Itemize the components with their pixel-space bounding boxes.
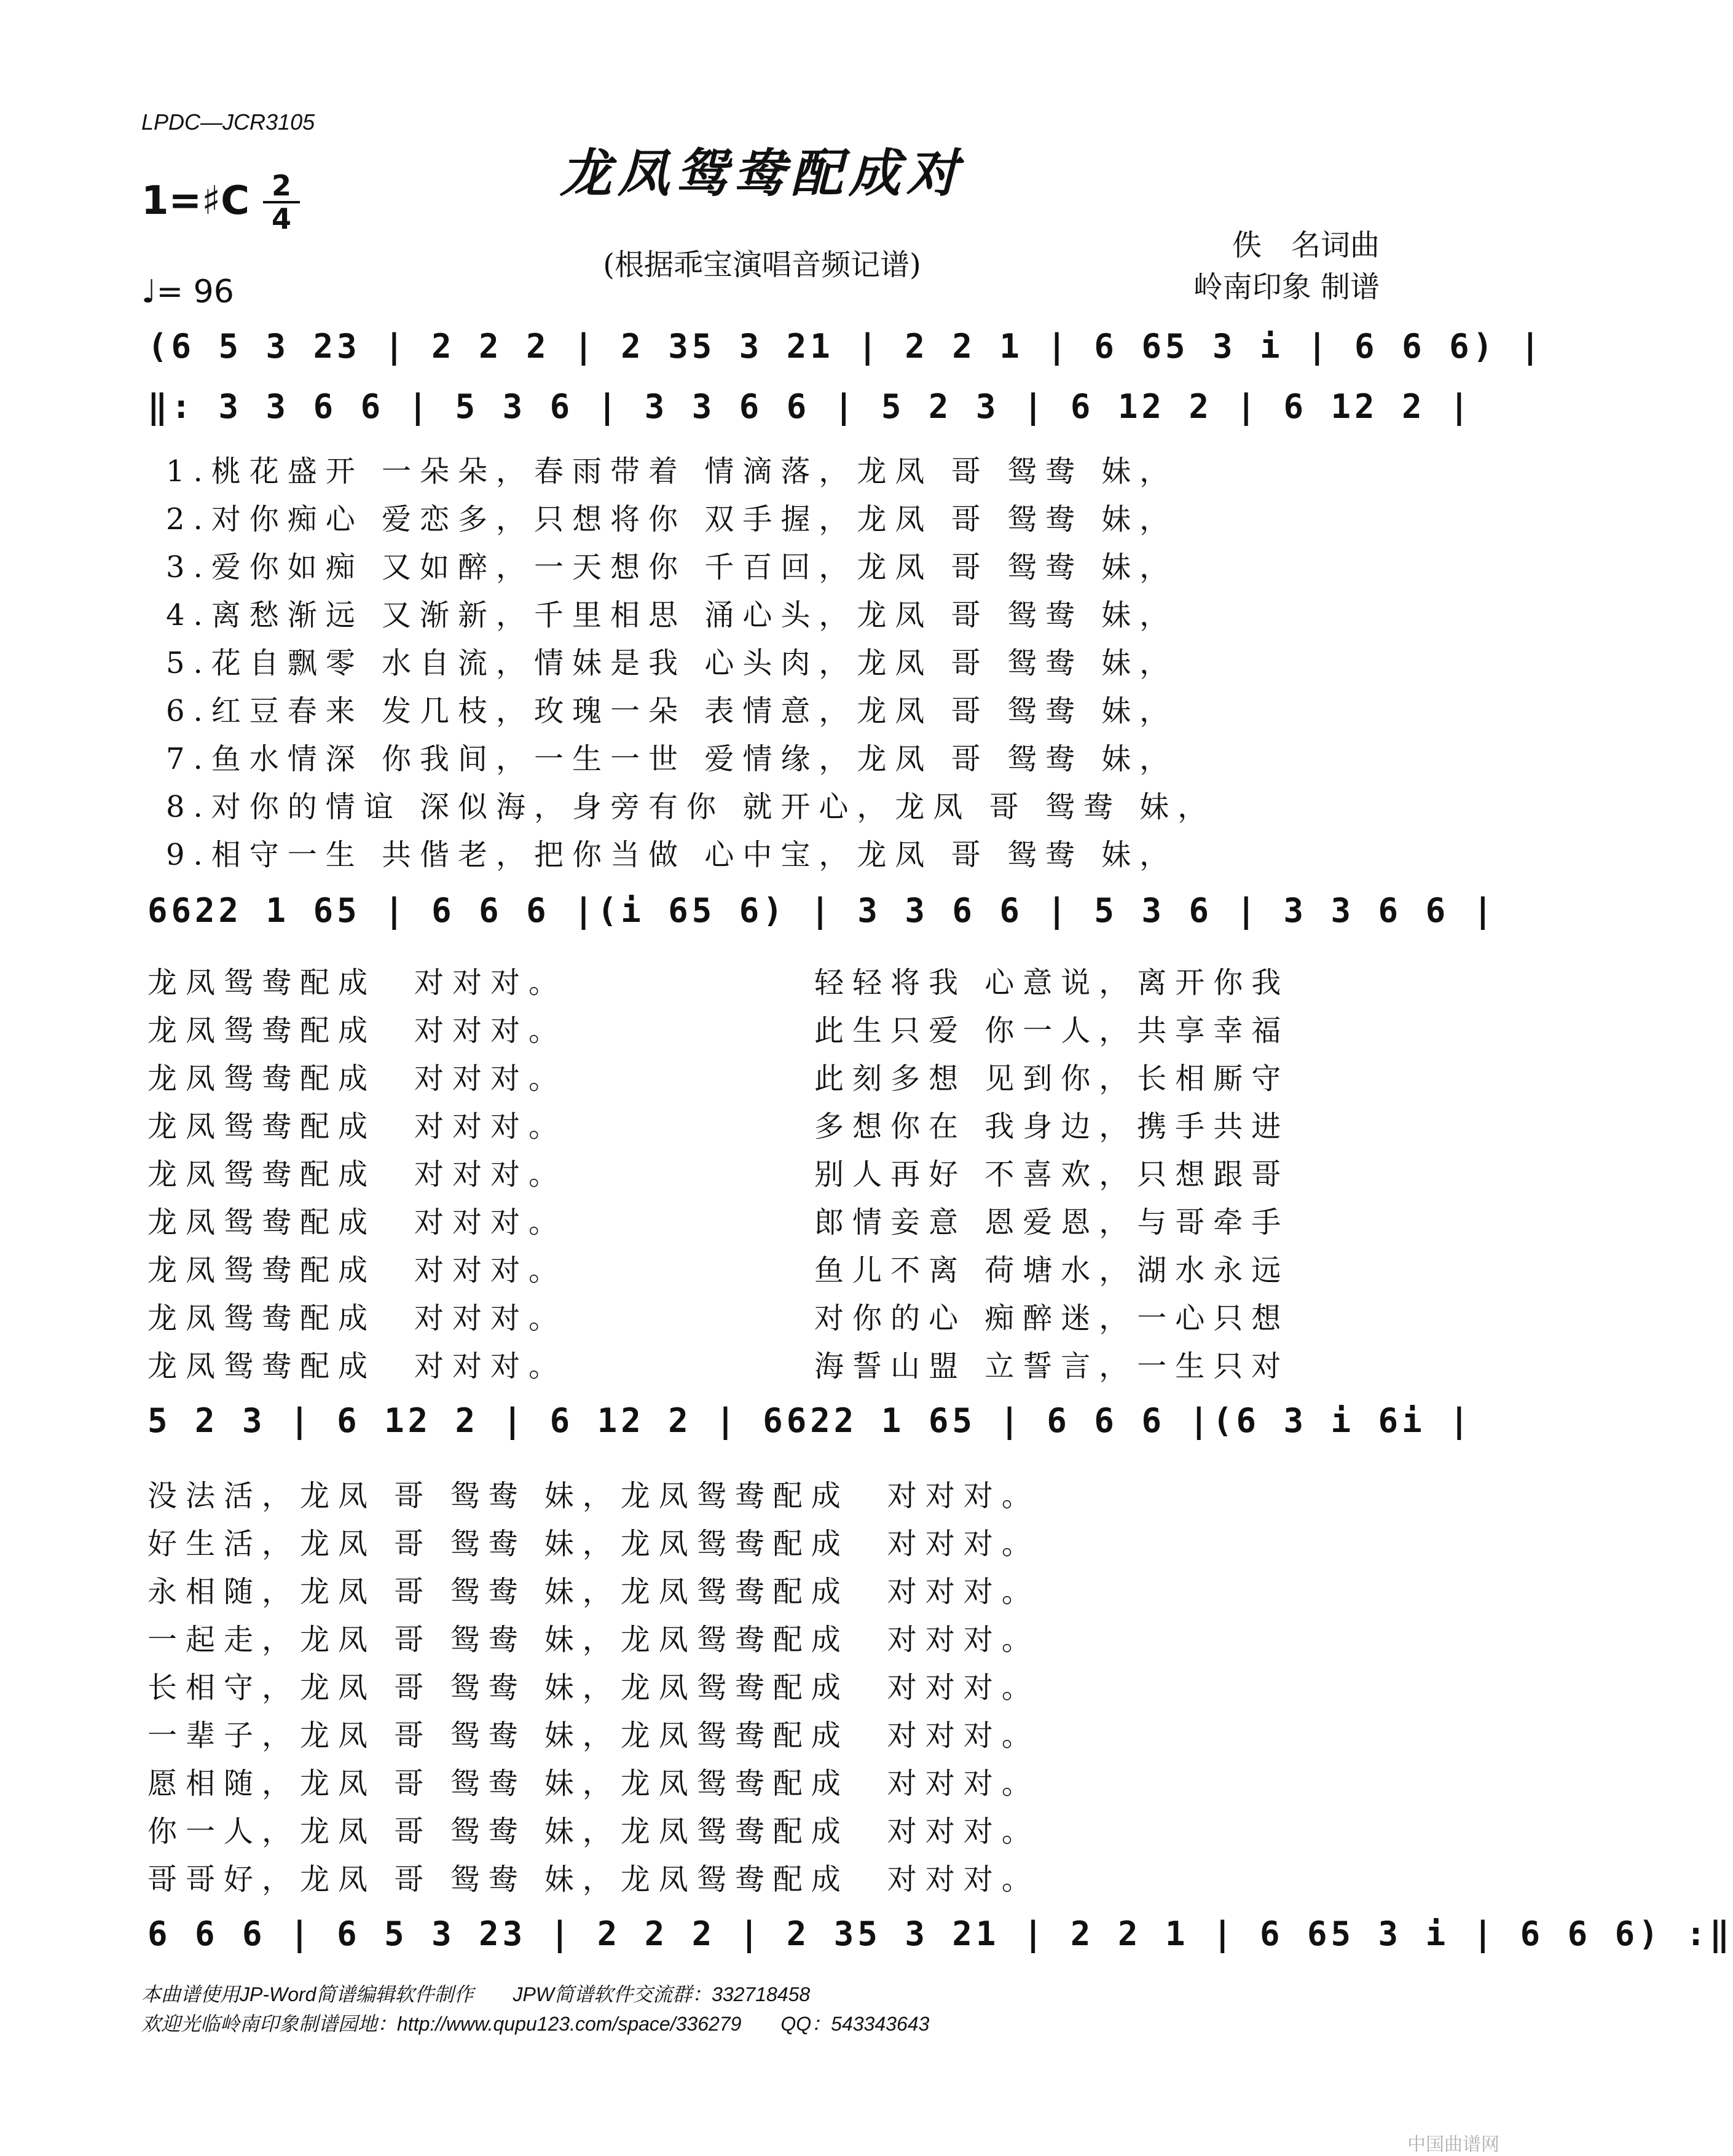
chorus-lyric-left: 龙凤鸳鸯配成 对对对。	[147, 1157, 567, 1192]
ending-lyric-line: 没法活，龙凤 哥 鸳鸯 妹，龙凤鸳鸯配成 对对对。	[147, 1479, 1040, 1513]
ending-lyric-line: 愿相随，龙凤 哥 鸳鸯 妹，龙凤鸳鸯配成 对对对。	[147, 1766, 1040, 1801]
ending-lyric-line: 长相守，龙凤 哥 鸳鸯 妹，龙凤鸳鸯配成 对对对。	[147, 1670, 1040, 1705]
verse-lyric-line: 5.花自飘零 水自流，情妹是我 心头肉，龙凤 哥 鸳鸯 妹，	[166, 646, 1178, 680]
chorus-lyric-right: 此生只爱 你一人，共享幸福	[814, 1013, 1290, 1048]
ending-lyric-line: 永相随，龙凤 哥 鸳鸯 妹，龙凤鸳鸯配成 对对对。	[147, 1575, 1040, 1609]
chorus-lyric-left: 龙凤鸳鸯配成 对对对。	[147, 1349, 567, 1383]
verse-lyric-line: 8.对你的情谊 深似海，身旁有你 就开心，龙凤 哥 鸳鸯 妹，	[166, 790, 1216, 824]
ending-lyric-line: 一辈子，龙凤 哥 鸳鸯 妹，龙凤鸳鸯配成 对对对。	[147, 1718, 1040, 1753]
chorus-lyric-left: 龙凤鸳鸯配成 对对对。	[147, 1301, 567, 1336]
verse-lyric-line: 7.鱼水情深 你我间，一生一世 爱情缘，龙凤 哥 鸳鸯 妹，	[166, 742, 1178, 776]
key-signature: 1=♯C	[141, 178, 250, 224]
chorus-lyric-right: 郎情妾意 恩爱恩，与哥牵手	[814, 1205, 1290, 1240]
tempo-mark: ♩= 96	[141, 273, 234, 310]
time-signature	[263, 169, 300, 235]
composer: 佚 名词曲	[1232, 228, 1380, 262]
chorus-lyric-left: 龙凤鸳鸯配成 对对对。	[147, 1253, 567, 1288]
watermark: 中国曲谱网	[1407, 2134, 1499, 2155]
time-bottom: 4	[271, 202, 291, 235]
verse-notation: ‖: 3 3 6 6 | 5 3 6 | 3 3 6 6 | 5 2 3 | 6 12 2 | 6 12 2 |	[147, 387, 1473, 426]
chorus-lyric-right: 轻轻将我 心意说，离开你我	[814, 966, 1290, 1000]
ending-notation: 5 2 3 | 6 12 2 | 6 12 2 | 6622 1 65 | 6 6 6 |(6 3 i 6i |	[147, 1401, 1473, 1440]
chorus-lyric-right: 对你的心 痴醉迷，一心只想	[814, 1301, 1290, 1336]
verse-lyric-line: 4.离愁渐远 又渐新，千里相思 涌心头，龙凤 哥 鸳鸯 妹，	[166, 598, 1178, 632]
chorus-lyric-left: 龙凤鸳鸯配成 对对对。	[147, 966, 567, 1000]
ending-lyric-line: 哥哥好，龙凤 哥 鸳鸯 妹，龙凤鸳鸯配成 对对对。	[147, 1862, 1040, 1897]
ending-lyric-line: 好生活，龙凤 哥 鸳鸯 妹，龙凤鸳鸯配成 对对对。	[147, 1527, 1040, 1561]
chorus-lyric-left: 龙凤鸳鸯配成 对对对。	[147, 1205, 567, 1240]
footer-line-1: 本曲谱使用JP-Word简谱编辑软件制作 JPW简谱软件交流群：332718458	[141, 1983, 811, 2005]
chorus-lyric-right: 别人再好 不喜欢，只想跟哥	[814, 1157, 1290, 1192]
intro-notation: (6 5 3 23 | 2 2 2 | 2 35 3 21 | 2 2 1 | 6 65 3 i | 6 6 6) |	[147, 327, 1544, 366]
verse-lyric-line: 2.对你痴心 爱恋多，只想将你 双手握，龙凤 哥 鸳鸯 妹，	[166, 502, 1178, 537]
chorus-lyric-left: 龙凤鸳鸯配成 对对对。	[147, 1013, 567, 1048]
chorus-lyric-right: 海誓山盟 立誓言，一生只对	[814, 1349, 1290, 1383]
score-code: LPDC—JCR3105	[141, 109, 315, 135]
time-top: 2	[271, 169, 291, 202]
ending-lyric-line: 你一人，龙凤 哥 鸳鸯 妹，龙凤鸳鸯配成 对对对。	[147, 1814, 1040, 1849]
subtitle: (根据乖宝演唱音频记谱)	[603, 248, 921, 282]
outro-notation: 6 6 6 | 6 5 3 23 | 2 2 2 | 2 35 3 21 | 2 2 1 | 6 65 3 i | 6 6 6) :‖	[147, 1914, 1733, 1953]
arranger: 岭南印象 制谱	[1193, 270, 1380, 304]
verse-lyric-line: 3.爱你如痴 又如醉，一天想你 千百回，龙凤 哥 鸳鸯 妹，	[166, 550, 1178, 584]
chorus-notation: 6622 1 65 | 6 6 6 |(i 65 6) | 3 3 6 6 | 5 3 6 | 3 3 6 6 |	[147, 891, 1497, 930]
chorus-lyric-right: 鱼儿不离 荷塘水，湖水永远	[814, 1253, 1290, 1288]
ending-lyric-line: 一起走，龙凤 哥 鸳鸯 妹，龙凤鸳鸯配成 对对对。	[147, 1623, 1040, 1657]
verse-lyric-line: 9.相守一生 共偕老，把你当做 心中宝，龙凤 哥 鸳鸯 妹，	[166, 838, 1178, 872]
verse-lyric-line: 1.桃花盛开 一朵朵，春雨带着 情滴落，龙凤 哥 鸳鸯 妹，	[166, 454, 1178, 489]
chorus-lyric-left: 龙凤鸳鸯配成 对对对。	[147, 1109, 567, 1144]
song-title: 龙凤鸳鸯配成对	[559, 143, 964, 203]
verse-lyric-line: 6.红豆春来 发几枝，玫瑰一朵 表情意，龙凤 哥 鸳鸯 妹，	[166, 694, 1178, 728]
footer-line-2: 欢迎光临岭南印象制谱园地：http://www.qupu123.com/space/336279 QQ：543343643	[141, 2013, 930, 2035]
chorus-lyric-right: 此刻多想 见到你，长相厮守	[814, 1061, 1290, 1096]
chorus-lyric-right: 多想你在 我身边，携手共进	[814, 1109, 1290, 1144]
chorus-lyric-left: 龙凤鸳鸯配成 对对对。	[147, 1061, 567, 1096]
